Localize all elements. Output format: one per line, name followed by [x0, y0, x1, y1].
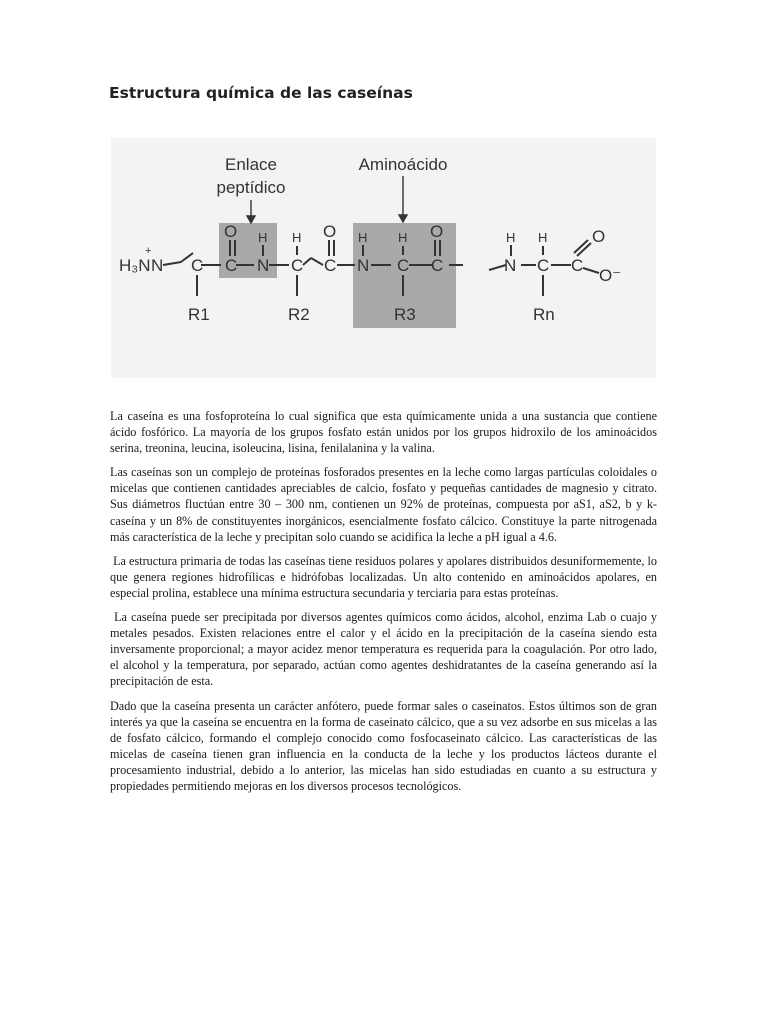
atom-r3: R3: [394, 305, 416, 324]
atom-h-n1: H: [258, 230, 268, 245]
atom-o2: O: [323, 222, 337, 241]
paragraph-3: La estructura primaria de todas las caseínas tiene residuos polares y apolares distribuidos desuniformemente, lo que genera regiones hidrofílicas e hidrófobas localizadas. Un alto contenido en aminoácidos apolares, en especial prolina, establece una mínima estructura secundaria y terciaria para estas proteínas.: [110, 553, 661, 600]
atom-h-n-n: H: [506, 230, 516, 245]
label-peptidico: peptídico: [216, 178, 286, 197]
atom-o1: O: [224, 222, 238, 241]
body-text: [110, 408, 661, 802]
arrow-amino-head: [399, 215, 407, 222]
atom-h-c-n: H: [538, 230, 548, 245]
atom-c3: C: [397, 256, 410, 275]
atom-c1: C: [191, 256, 204, 275]
atom-h-c2: H: [292, 230, 302, 245]
label-enlace: Enlace: [225, 155, 277, 174]
atom-n-n: N: [504, 256, 517, 275]
atom-c-carbonyl1: C: [225, 256, 238, 275]
atom-o-minus: O⁻: [599, 266, 622, 285]
atom-c2: C: [291, 256, 304, 275]
atom-rn: Rn: [533, 305, 555, 324]
peptide-structure-figure: [111, 138, 656, 378]
paragraph-4: La caseína puede ser precipitada por diversos agentes químicos como ácidos, alcohol, enzima Lab o cuajo y metales pesados. Existen relaciones entre el calor y el ácido en la precipitación de la caseína siendo esta inversamente proporcional; a mayor acidez menor temperatura es requerida para la coagulación. Por otro lado, el alcohol y la temperatura, por separado, actúan como agentes deshidratantes de la caseína generando así la precipitación de esta.: [110, 610, 661, 689]
atom-h-n2: H: [358, 230, 368, 245]
paragraph-2: Las caseínas son un complejo de proteínas fosforados presentes en la leche como largas partículas coloidales o micelas que contienen cantidades apreciables de calcio, fosfato y pequeñas cantidades de magnesio y citrato. Sus diámetros fluctúan entre 30 – 300 nm, contienen un 92% de proteínas, compuesta por aS1, aS2, b y k- caseína y un 8% de constituyentes inorgánicos, esencialmente fosfato cálcico. Constituye la parte nitrogenada más característica de la leche y precipitan solo cuando se acidifica la leche a pH igual a 4.6.: [110, 465, 657, 544]
paragraph-5: Dado que la caseína presenta un carácter anfótero, puede formar sales o caseinatos. Estos últimos son de gran interés ya que la caseína se encuentra en la forma de caseinato cálcico, que a su vez adsorbe en sus micelas a las de fosfato cálcico, formando el complejo conocido como fosfocaseinato cálcico. Las características de las micelas de caseína tienen gran influencia en la conducta de la leche y los productos lácteos durante el procesamiento industrial, debido a lo anterior, las micelas han sido estudiadas en cuanto a su estructura y propiedades permitiendo mejoras en los diversos procesos tecnológicos.: [110, 698, 657, 793]
atom-c-carbonyl2: C: [324, 256, 337, 275]
paragraph-1: La caseína es una fosfoproteína lo cual significa que esta químicamente unida a una sustancia que contiene ácido fosfórico. La mayoría de los grupos fosfato están unidos por los grupos hidroxilo de los aminoácidos serina, treonina, leucina, isoleucina, lisina, fenilalanina y la valina.: [110, 409, 657, 456]
label-aminoacido: Aminoácido: [358, 155, 448, 174]
atom-c-n: C: [537, 256, 550, 275]
atom-c-carbonyl3: C: [431, 256, 444, 275]
atom-n-terminal: N: [151, 256, 164, 275]
peptide-structure-diagram: [111, 138, 656, 378]
page-title: Estructura química de las caseínas: [109, 84, 413, 102]
arrow-bond-head: [247, 216, 255, 223]
atom-o3: O: [430, 222, 444, 241]
atom-c-carboxyl: C: [571, 256, 584, 275]
atom-n1: N: [257, 256, 270, 275]
atom-n2: N: [357, 256, 370, 275]
atom-h3n: H₃N: [119, 256, 151, 275]
atom-plus: +: [145, 245, 152, 257]
atom-o-double: O: [592, 227, 606, 246]
atom-r1: R1: [188, 305, 210, 324]
atom-r2: R2: [288, 305, 310, 324]
atom-h-c3: H: [398, 230, 408, 245]
